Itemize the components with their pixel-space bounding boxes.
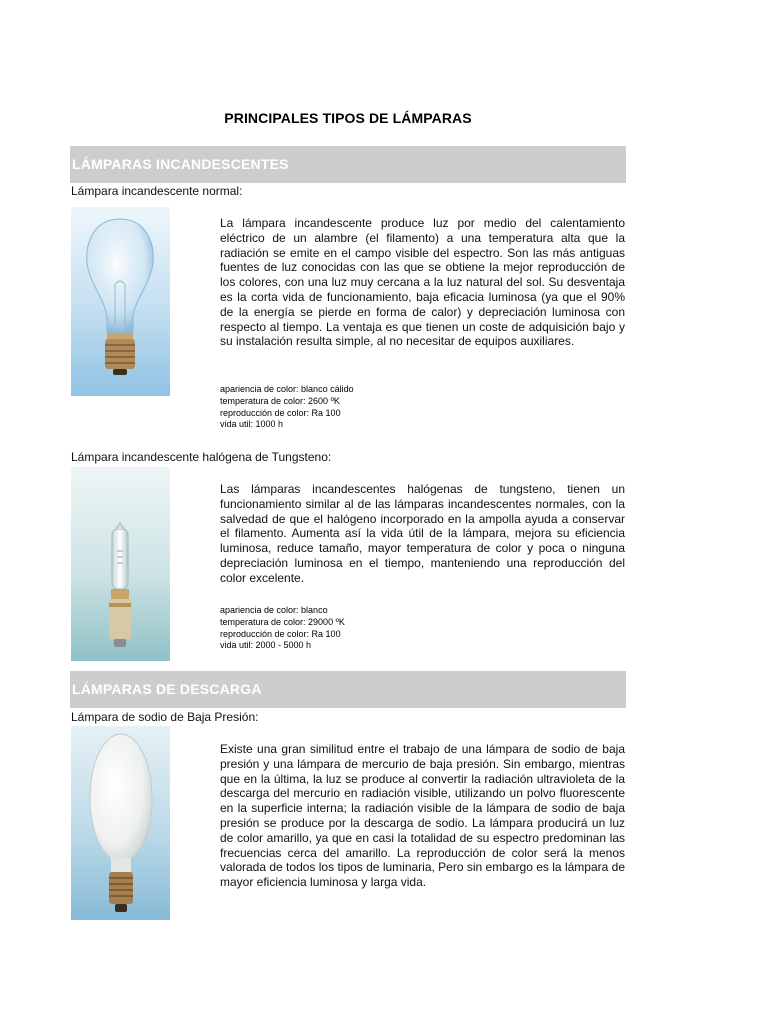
section-heading-incandescentes: LÁMPARAS INCANDESCENTES xyxy=(70,146,626,183)
sodium-lamp-photo xyxy=(71,726,170,920)
lamp-description-incandescent: La lámpara incandescente produce luz por medio del calentamiento eléctrico de un alambre (el filamento) a una temperatura alta que la radiación se emite en el campo visible del espectro. Son las más antiguas fuentes de luz conocidas con las que se obtiene la mejor reproducción de los colores, con una luz muy cercana a la luz natural del sol. Su desventaja es la corta vida de funcionamiento, baja eficacia luminosa (ya que el 90% de la energía se pierde en forma de calor) y depreciación luminosa con respecto al tiempo. La ventaja es que tienen un coste de adquisición bajo y su instalación resulta simple, al no necesitar de equipos auxiliares. xyxy=(220,216,625,349)
incandescent-bulb-photo xyxy=(71,207,170,396)
spec-color-temperature: temperatura de color: 29000 ºK xyxy=(220,616,345,627)
lamp-name-incandescent: Lámpara incandescente normal: xyxy=(71,184,243,198)
halogen-capsule-photo xyxy=(71,467,170,661)
lamp-specs-incandescent xyxy=(220,384,354,431)
lamp-specs-halogen xyxy=(220,605,345,652)
spec-lifetime: vida util: 1000 h xyxy=(220,419,284,430)
spec-color-rendering: reproducción de color: Ra 100 xyxy=(220,407,341,418)
page-title: PRINCIPALES TIPOS DE LÁMPARAS xyxy=(224,110,472,126)
spec-color-appearance: apariencia de color: blanco xyxy=(220,605,328,615)
spec-color-appearance: apariencia de color: blanco cálido xyxy=(220,384,354,394)
lamp-description-sodium: Existe una gran similitud entre el trabajo de una lámpara de sodio de baja presión y una lámpara de mercurio de baja presión. Sin embargo, mientras que en la última, la luz se produce al convertir la radiación ultravioleta de la descarga del mercurio en radiación visible, utilizando un polvo fluorescente en la superficie interna; la radiación visible de la lámpara de sodio de baja presión se produce por la descarga de sodio. La lámpara producirá un luz de color amarillo, ya que en casi la totalidad de su espectro predominan las frecuencias cerca del amarillo. La reproducción de color será la menos valorada de todos los tipos de luminaria, Pero sin embargo es la lámpara de mayor eficiencia luminosa y larga vida. xyxy=(220,742,625,890)
lamp-name-sodium: Lámpara de sodio de Baja Presión: xyxy=(71,710,259,724)
section-heading-descarga: LÁMPARAS DE DESCARGA xyxy=(70,671,626,708)
spec-lifetime: vida util: 2000 - 5000 h xyxy=(220,640,312,651)
lamp-name-halogen: Lámpara incandescente halógena de Tungsteno: xyxy=(71,450,332,464)
spec-color-rendering: reproducción de color: Ra 100 xyxy=(220,628,341,639)
lamp-description-halogen: Las lámparas incandescentes halógenas de tungsteno, tienen un funcionamiento similar al de las lámparas incandescentes normales, con la salvedad de que el halógeno incorporado en la ampolla ayuda a conservar el filamento. Aumenta así la vida útil de la lámpara, mejora su eficiencia luminosa, reduce tamaño, mayor temperatura de color y poca o ninguna depreciación luminosa en el tiempo, manteniendo una reproducción del color excelente. xyxy=(220,482,625,585)
spec-color-temperature: temperatura de color: 2600 ºK xyxy=(220,395,340,406)
